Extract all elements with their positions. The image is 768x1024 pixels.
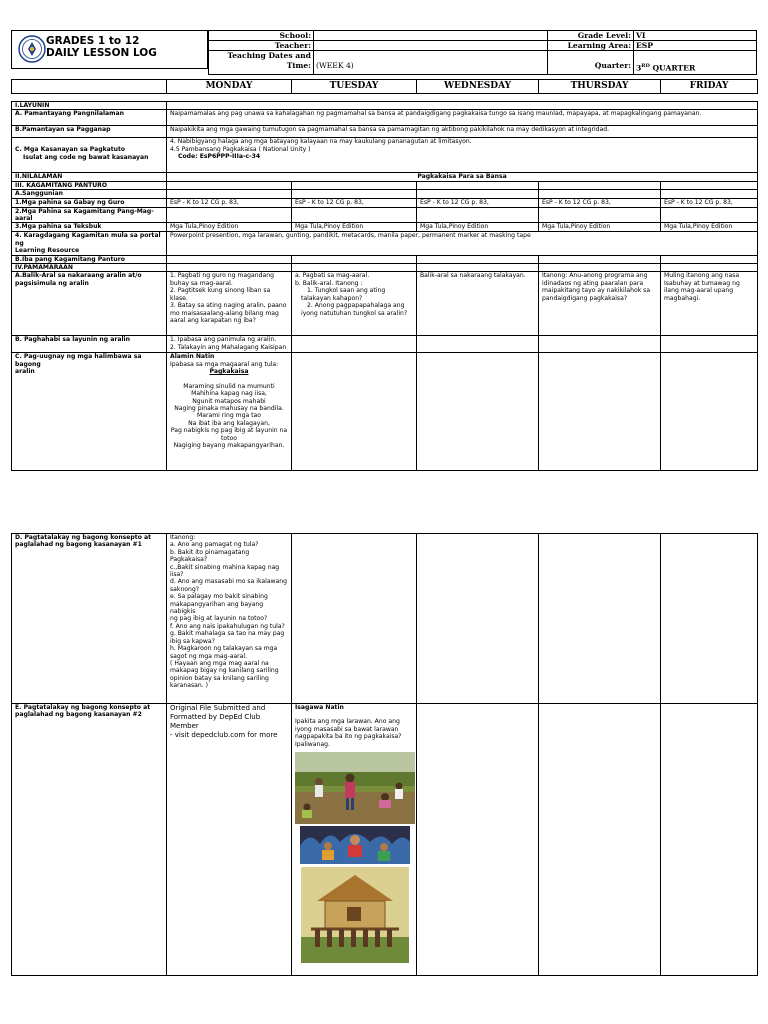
title-line-2: DAILY LESSON LOG — [46, 47, 157, 59]
gabay-wed: EsP - K to 12 CG p. 83, — [417, 198, 539, 207]
quarter-value: 3RD QUARTER — [634, 51, 757, 75]
karagdagang-value: Powerpoint presention, mga larawan, gunting, pandikit, metacards, manila paper, permanent marker at masking tape — [167, 232, 758, 255]
kagamitan-label: III. KAGAMITANG PANTURO — [12, 181, 167, 189]
paguugnay-mon: Alamin Natin Ipabasa sa mga magaaral ang tula: Pagkakaisa Maraming sinulid na mumunti Mahihina kapag nag iisa, Ngunit matapos mahabi Naging pinaka mahusay na bandila. Marami ring mga tao Na ibat iba ang kalagayan, Pag nabigkis ng pag ibig at layunin na totoo Nagiging bayang makapangyarihan. — [167, 353, 292, 471]
learning-area-label: Learning Area: — [548, 41, 634, 51]
learning-area-value: ESP — [634, 41, 757, 51]
teacher-field[interactable] — [314, 41, 548, 51]
school-label: School: — [209, 31, 314, 41]
teaching-dates-label: Teaching Dates and Time: — [209, 51, 314, 75]
quarter-label-cell — [548, 51, 634, 75]
poem-title: Pagkakaisa — [209, 368, 249, 376]
deped-seal-icon — [18, 35, 46, 63]
teksbuk-wed: Mga Tula,Pinoy Edition — [417, 223, 539, 232]
e-mon: Original File Submitted and Formatted by DepEd Club Member - visit depedclub.com for more — [167, 704, 292, 976]
isagawa-heading: Isagawa Natin — [295, 704, 344, 711]
nilalaman-label: II.NILALAMAN — [12, 173, 167, 181]
day-wednesday: WEDNESDAY — [417, 80, 539, 94]
alamin-heading: Alamin Natin — [170, 353, 215, 361]
d-mon: Itanong: a. Ano ang pamagat ng tula? b. Bakit ito pinamagatang Pagkakaisa? c.,Bakit sinabing mahina kapag nag iisa? d. Ano ang masasabi mo sa ikalawang saknong? e. Sa palagay mo bakit sinabing makapangyarihan ang bayang nabigkis ng pag ibig at layunin na totoo? f. Ano ang nais ipakahulugan ng tula? g. Bakit mahalaga sa tao na may pag ibig sa kapwa? h. Magkaroon ng talakayan sa mga sagot ng mga mag-aaral. ( Hayaan ang mga mag aaral na makapag bigay ng kanilang sariling opinion batay sa knilang sariling karanasan. ) — [167, 534, 292, 704]
school-field[interactable] — [314, 31, 548, 41]
teaching-dates-field[interactable] — [314, 51, 548, 75]
photo-festival — [300, 826, 410, 864]
pangmag-label: 2.Mga Pahina sa Kagamitang Pang-Mag-aaral — [12, 207, 167, 223]
balik-mon: 1. Pagbati ng guro ng magandang buhay sa mag-aaral. 2. Pagtitsek kung sinong liban sa klase. 3. Batay sa ating naging aralin, paano mo maisasaalang-alang bilang mag aaral ang karapatan ng iba? — [167, 272, 292, 336]
day-thursday: THURSDAY — [539, 80, 661, 94]
paghahabi-label: B. Paghahabi sa layunin ng aralin — [12, 336, 167, 353]
teksbuk-label: 3.Mga pahina sa Teksbuk — [12, 223, 167, 232]
grade-level-label: Grade Level: — [548, 31, 634, 41]
title-line-1: GRADES 1 to 12 — [46, 35, 140, 47]
gabay-fri: EsP - K to 12 CG p. 83, — [661, 198, 758, 207]
teksbuk-mon: Mga Tula,Pinoy Edition — [167, 223, 292, 232]
lesson-table-top — [11, 101, 758, 471]
teksbuk-tue: Mga Tula,Pinoy Edition — [292, 223, 417, 232]
gabay-mon: EsP - K to 12 CG p. 83, — [167, 198, 292, 207]
balik-thu: Itanong: Anu-anong programa ang idinadaos ng ating paaralan para maipakitang tayo ay nakikilahok sa pandaigdigang pagkakaisa? — [539, 272, 661, 336]
balik-wed: Balik-aral sa nakaraang talakayan. — [417, 272, 539, 336]
nilalaman-value: Pagkakaisa Para sa Bansa — [167, 173, 758, 181]
pagganap-value: Naipakikita ang mga gawaing tumutugon sa pagmamahal sa bansa sa pamamagitan ng aktibong pakikilahok na may dedikasyon at integridad. — [167, 126, 758, 138]
photo-bayanihan — [301, 867, 409, 963]
iba-label: B.Iba pang Kagamitang Panturo — [12, 255, 167, 263]
week-value: (WEEK 4) — [316, 61, 354, 70]
paguugnay-label: C. Pag-uugnay ng mga halimbawa sa bagong aralin — [12, 353, 167, 471]
day-monday: MONDAY — [167, 80, 292, 94]
d-label: D. Pagtatalakay ng bagong konsepto at paglalahad ng bagong kasanayan #1 — [12, 534, 167, 704]
balik-fri: Muling itanong ang nasa Isabuhay at tumawag ng ilang mag-aaral upang magbahagi. — [661, 272, 758, 336]
balik-label: A.Balik-Aral sa nakaraang aralin at/o pagsisimula ng aralin — [12, 272, 167, 336]
pagganap-label: B.Pamantayan sa Pagganap — [12, 126, 167, 138]
photo-children-field — [295, 752, 415, 824]
header-logo-block — [11, 30, 208, 69]
gabay-label: 1.Mga pahina sa Gabay ng Guro — [12, 198, 167, 207]
day-friday: FRIDAY — [661, 80, 758, 94]
header-info-table — [208, 30, 757, 75]
gabay-tue: EsP - K to 12 CG p. 83, — [292, 198, 417, 207]
quarter-label: Quarter: — [594, 61, 631, 70]
teacher-label: Teacher: — [209, 41, 314, 51]
lesson-table-bottom — [11, 533, 758, 976]
day-tuesday: TUESDAY — [292, 80, 417, 94]
teksbuk-fri: Mga Tula,Pinoy Edition — [661, 223, 758, 232]
layunin-label: I.LAYUNIN — [12, 102, 167, 110]
pamantayang-label: A. Pamantayang Pangnilalaman — [12, 110, 167, 126]
sanggunian-label: A.Sanggunian — [12, 190, 167, 198]
pamamaraan-label: IV.PAMAMARAAN — [12, 264, 167, 272]
kasanayan-value: 4. Nabibigyang halaga ang mga batayang kalayaan na may kaukulang pananagutan at limitasyon. 4.5 Pambansang Pagkakaisa ( National Unity ) Code: EsP6PPP-IIIa-c-34 — [167, 138, 758, 173]
kasanayan-label: C. Mga Kasanayan sa Pagkatuto Isulat ang code ng bawat kasanayan — [12, 138, 167, 173]
e-label: E. Pagtatalakay ng bagong konsepto at paglalahad ng bagong kasanayan #2 — [12, 704, 167, 976]
days-header — [11, 79, 758, 94]
teksbuk-thu: Mga Tula,Pinoy Edition — [539, 223, 661, 232]
days-corner — [12, 80, 167, 94]
karagdagang-label: 4. Karagdagang Kagamitan mula sa portal ng Learning Resource — [12, 232, 167, 255]
grade-level-value: VI — [634, 31, 757, 41]
gabay-thu: EsP - K to 12 CG p. 83, — [539, 198, 661, 207]
pamantayang-value: Naipamamalas ang pag unawa sa kahalagahan ng pagmamahal sa bansa at pandaigdigang pagkakaisa tungo sa isang maunlad, mapayapa, at mapagkalingang pamayanan. — [167, 110, 758, 126]
e-tue: Isagawa Natin Ipakita ang mga larawan. Ano ang iyong masasabi sa bawat larawan nagpapakita ba ito ng pagkakaisa? Ipaliwanag. — [292, 704, 417, 976]
balik-tue: a. Pagbati sa mag-aaral. b. Balik-aral. Itanong : 1. Tungkol saan ang ating talakayan kahapon? 2. Anong pagpapapahalaga ang iyong natutuhan tungkol sa aralin? — [292, 272, 417, 336]
paghahabi-mon: 1. Ipabasa ang panimula ng aralin. 2. Talakayin ang Mahalagang Kaisipan — [167, 336, 292, 353]
